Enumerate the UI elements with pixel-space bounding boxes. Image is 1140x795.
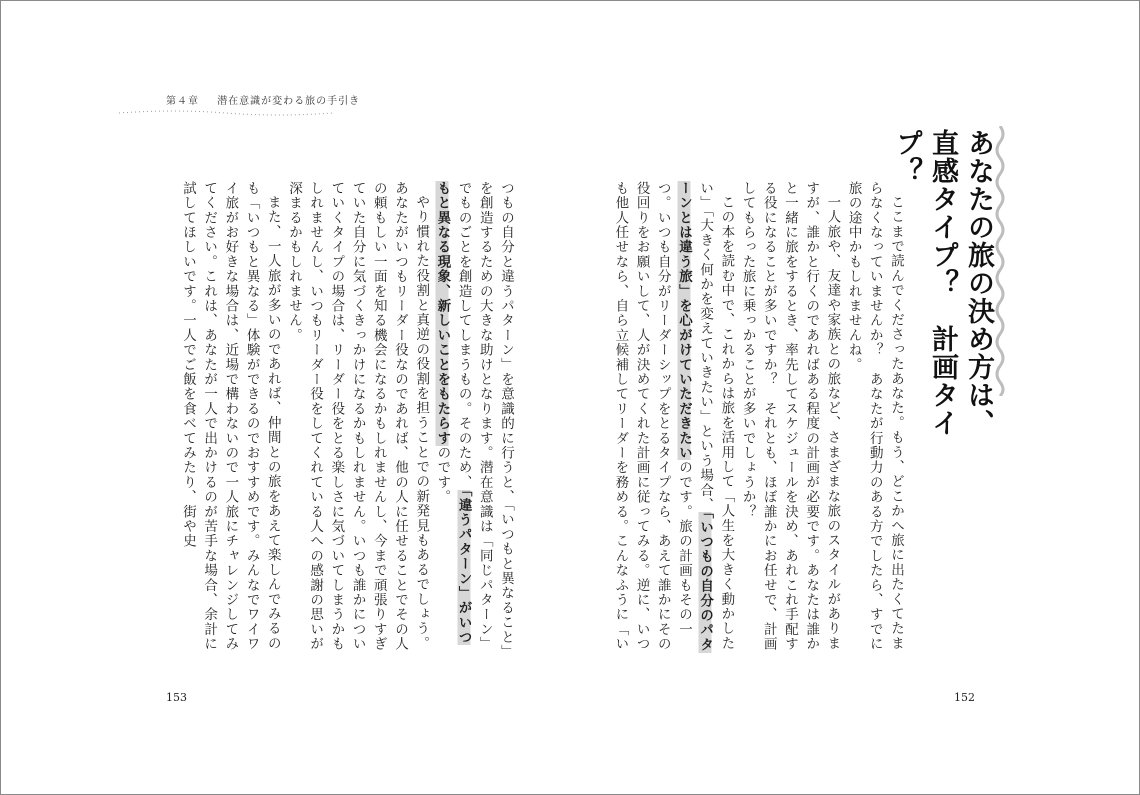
left-page-body xyxy=(151,181,516,656)
text-run: つもの自分と違うパターン」を意識的に行うと、「いつもと異なること」を創造するための大きな助けとなります。潜在意識は「同じパターン」でものごとを創造してしまうもの。そのため、 xyxy=(455,181,514,653)
running-head xyxy=(166,92,360,107)
right-page-body xyxy=(612,181,906,656)
text-run: この本を読む中で、これからは旅を活用して「人生を大きく動かしたい」「大きく何かを変えていきたい」という場合、 xyxy=(697,181,735,651)
chapter-title: 潜在意識が変わる旅の手引き xyxy=(217,96,361,107)
bold-highlight: 「違うパターン」がいつもと異なる現象、新しいことをもたらす xyxy=(434,181,472,645)
dotted-rule xyxy=(119,109,333,117)
paragraph: ここまで読んでくださったあなた。もう、どこかへ旅に出たくてたまらなくなっていませんか？ あなたが行動力のある方でしたら、すでに旅の途中かもしれませんね。 xyxy=(845,181,904,652)
text-run: のです。 xyxy=(434,445,451,505)
page-number-right: 152 xyxy=(954,691,975,704)
section-heading xyxy=(891,129,996,459)
paragraph: やり慣れた役割と真逆の役割を担うことでの新発見もあるでしょう。あなたがいつもリーダー役なのであれば、他の人に任せることでその人の頼もしい一面を知る機会になるかもしれませんし、今まで頑張りすぎていた自分に気づくきっかけになるかもしれません。いつも誰かについていくタイプの場合は、リーダー役をとる楽しさに気づいてしまうかもしれませんし、いつもリーダー役をしてくれている人への感謝の思いが深まるかもしれません。 xyxy=(285,181,430,652)
heading-line-1: あなたの旅の決め方は、 xyxy=(963,129,994,437)
bold-highlight: 「いつもの自分のパターンとは違う旅」を心がけていただきたい xyxy=(675,181,714,653)
chapter-label: 第４章 xyxy=(166,96,199,107)
wavy-rule-decoration xyxy=(993,126,1007,396)
paragraph: また、一人旅が多いのであれば、仲間との旅をあえて楽しんでみるのも「いつもと異なる」体験ができるのでおすすめです。みんなでワイワイ旅がお好きな場合は、近場で構わないので一人旅にチャレンジしてみてください。これは、あなたが一人で出かけるのが苦手な場合、余計に試してほしいです。一人でご飯を食べてみたり、街や史 xyxy=(179,181,281,652)
page-number-left: 153 xyxy=(166,691,187,704)
heading-line-2: 直感タイプ？ 計画タイプ？ xyxy=(891,129,958,437)
paragraph xyxy=(431,181,516,656)
text-run: のです。旅の計画もその一つ。いつも自分がリーダーシップをとるタイプなら、あえて誰かにその役回りをお願いして、人が決めてくれた計画に従ってみる。逆に、いつも他人任せなら、自ら立候補してリーダーを務める。こんなふうに「い xyxy=(612,181,692,652)
paragraph: 一人旅や、友達や家族との旅など、さまざまな旅のスタイルがありますが、誰かと行くのであればある程度の計画が必要です。あなたは誰かと一緒に旅をするとき、率先してスケジュールを決め、あれこれ手配する役になることが多いですか？ それとも、ほぼ誰かにお任せで、計画してもらった旅に乗っかることが多いでしょうか？ xyxy=(739,181,841,652)
paragraph xyxy=(609,181,736,656)
